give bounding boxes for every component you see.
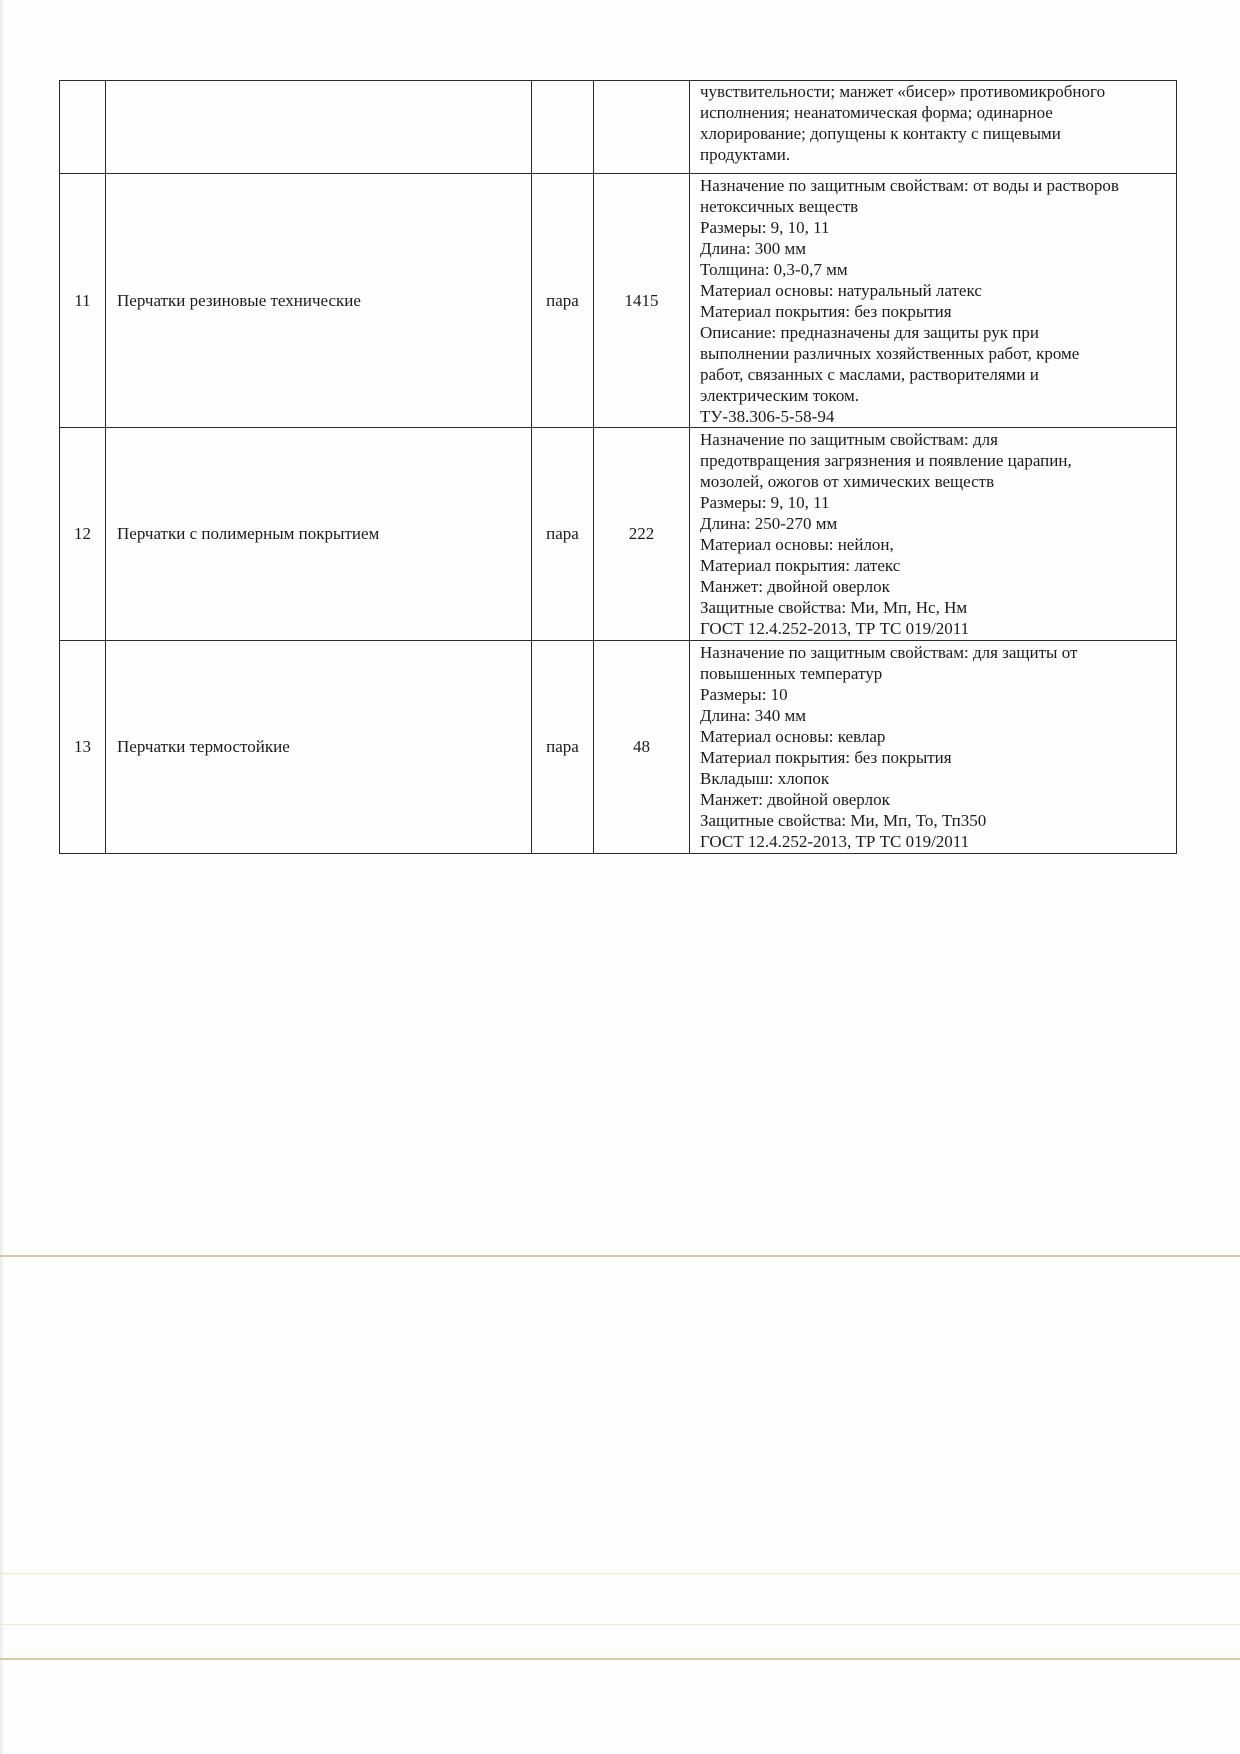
- item-quantity: 1415: [594, 174, 690, 428]
- description-line: Назначение по защитным свойствам: от воды и растворов: [700, 176, 1119, 195]
- item-number: 12: [60, 428, 106, 641]
- description-line: Размеры: 9, 10, 11: [700, 493, 830, 512]
- specification-table: [59, 80, 1177, 854]
- description-line: чувствительности; манжет «бисер» противомикробного: [700, 82, 1106, 101]
- description-line: Назначение по защитным свойствам: для защиты от: [700, 643, 1078, 662]
- description-line: Материал покрытия: без покрытия: [700, 748, 952, 767]
- description-line: ГОСТ 12.4.252-2013, ТР ТС 019/2011: [700, 832, 970, 851]
- description-line: Материал основы: нейлон,: [700, 535, 894, 554]
- item-unit: пара: [532, 174, 594, 428]
- page-divider-line: [0, 1255, 1240, 1257]
- item-description: [690, 641, 1177, 854]
- item-unit: пара: [532, 428, 594, 641]
- item-name: Перчатки термостойкие: [106, 641, 532, 854]
- description-line: работ, связанных с маслами, растворителями и: [700, 365, 1039, 384]
- description-line: Длина: 340 мм: [700, 706, 807, 725]
- item-unit: пара: [532, 641, 594, 854]
- table-row: [60, 428, 1177, 641]
- description-line: Размеры: 10: [700, 685, 788, 704]
- description-line: Манжет: двойной оверлок: [700, 577, 890, 596]
- description-line: хлорирование; допущены к контакту с пищевыми: [700, 124, 1061, 143]
- description-line: Манжет: двойной оверлок: [700, 790, 890, 809]
- description-line: Вкладыш: хлопок: [700, 769, 830, 788]
- item-unit: [532, 81, 594, 174]
- scan-edge-shadow: [0, 0, 4, 1754]
- item-name: Перчатки с полимерным покрытием: [106, 428, 532, 641]
- description-line: ГОСТ 12.4.252-2013, ТР ТС 019/2011: [700, 619, 970, 638]
- item-number: [60, 81, 106, 174]
- description-line: Описание: предназначены для защиты рук при: [700, 323, 1039, 342]
- item-description: [690, 428, 1177, 641]
- description-line: Материал покрытия: латекс: [700, 556, 901, 575]
- page-divider-line: [0, 1624, 1240, 1625]
- description-line: мозолей, ожогов от химических веществ: [700, 472, 995, 491]
- description-line: Длина: 300 мм: [700, 239, 807, 258]
- item-description: [690, 174, 1177, 428]
- description-line: электрическим током.: [700, 386, 860, 405]
- description-line: выполнении различных хозяйственных работ, кроме: [700, 344, 1080, 363]
- page-divider-line: [0, 1573, 1240, 1574]
- description-line: Материал основы: кевлар: [700, 727, 886, 746]
- description-line: ТУ-38.306-5-58-94: [700, 407, 835, 426]
- table-row: [60, 81, 1177, 174]
- description-line: исполнения; неанатомическая форма; одинарное: [700, 103, 1053, 122]
- item-name: [106, 81, 532, 174]
- table-row: [60, 174, 1177, 428]
- description-line: Назначение по защитным свойствам: для: [700, 430, 998, 449]
- item-quantity: [594, 81, 690, 174]
- description-line: Защитные свойства: Ми, Мп, То, Тп350: [700, 811, 987, 830]
- item-number: 11: [60, 174, 106, 428]
- item-quantity: 222: [594, 428, 690, 641]
- description-line: Материал покрытия: без покрытия: [700, 302, 952, 321]
- item-name: Перчатки резиновые технические: [106, 174, 532, 428]
- description-line: повышенных температур: [700, 664, 883, 683]
- item-quantity: 48: [594, 641, 690, 854]
- item-description: [690, 81, 1177, 174]
- table-row: [60, 641, 1177, 854]
- description-line: Материал основы: натуральный латекс: [700, 281, 982, 300]
- description-line: продуктами.: [700, 145, 791, 164]
- item-number: 13: [60, 641, 106, 854]
- description-line: Защитные свойства: Ми, Мп, Нс, Нм: [700, 598, 968, 617]
- description-line: Толщина: 0,3-0,7 мм: [700, 260, 848, 279]
- description-line: Длина: 250-270 мм: [700, 514, 838, 533]
- description-line: нетоксичных веществ: [700, 197, 859, 216]
- page-divider-line: [0, 1658, 1240, 1660]
- description-line: предотвращения загрязнения и появление царапин,: [700, 451, 1072, 470]
- description-line: Размеры: 9, 10, 11: [700, 218, 830, 237]
